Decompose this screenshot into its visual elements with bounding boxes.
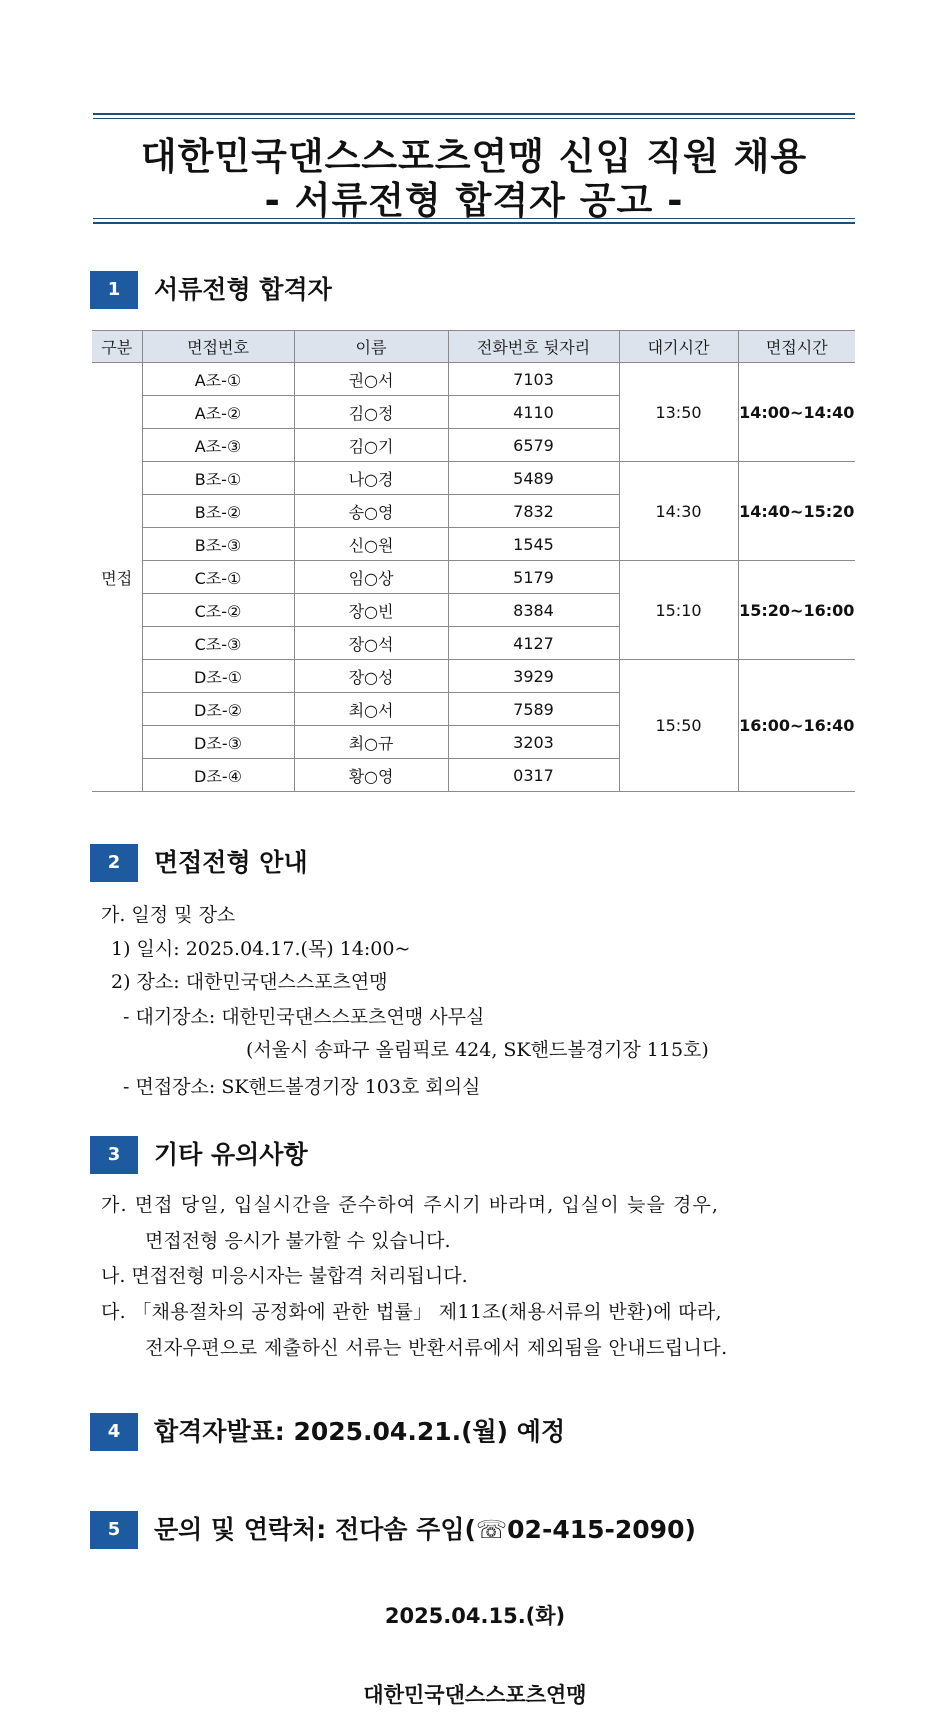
interview-id-cell: D조-③ — [142, 726, 294, 759]
phone-cell: 7103 — [448, 363, 619, 396]
section-title: 면접전형 안내 — [154, 848, 308, 877]
name-cell: 김○정 — [294, 396, 448, 429]
section-number-badge: 1 — [90, 271, 138, 309]
section-number-badge: 4 — [90, 1413, 138, 1451]
interview-id-cell: A조-① — [142, 363, 294, 396]
title-block — [93, 113, 855, 225]
column-header: 면접시간 — [738, 331, 855, 363]
interview-id-cell: D조-② — [142, 693, 294, 726]
column-header: 면접번호 — [142, 331, 294, 363]
section-title: 기타 유의사항 — [154, 1140, 308, 1169]
notice-item-continued: 면접전형 응시가 불가할 수 있습니다. — [145, 1230, 451, 1252]
page-title: 대한민국댄스스포츠연맹 신입 직원 채용 — [140, 135, 808, 178]
notice-item: 나. 면접전형 미응시자는 불합격 처리됩니다. — [101, 1265, 468, 1287]
interview-time-cell: 14:40~15:20 — [738, 462, 855, 561]
wait-time-cell: 15:10 — [619, 561, 738, 660]
interview-time-cell: 15:20~16:00 — [738, 561, 855, 660]
wait-time-cell: 14:30 — [619, 462, 738, 561]
phone-cell: 0317 — [448, 759, 619, 792]
waiting-room-address: (서울시 송파구 올림픽로 424, SK핸드볼경기장 115호) — [246, 1039, 709, 1061]
interview-id-cell: A조-② — [142, 396, 294, 429]
interview-id-cell: C조-③ — [142, 627, 294, 660]
interview-id-cell: A조-③ — [142, 429, 294, 462]
section-number-badge: 3 — [90, 1136, 138, 1174]
name-cell: 장○성 — [294, 660, 448, 693]
phone-cell: 6579 — [448, 429, 619, 462]
column-header: 전화번호 뒷자리 — [448, 331, 619, 363]
section-title: 서류전형 합격자 — [154, 275, 332, 304]
table-row — [92, 660, 855, 693]
column-header: 대기시간 — [619, 331, 738, 363]
phone-cell: 5489 — [448, 462, 619, 495]
interview-date: 1) 일시: 2025.04.17.(목) 14:00~ — [111, 938, 411, 960]
category-cell: 면접 — [92, 363, 142, 792]
table-header-row — [92, 331, 855, 363]
name-cell: 신○원 — [294, 528, 448, 561]
notice-item: 다. 「채용절차의 공정화에 관한 법률」 제11조(채용서류의 반환)에 따라, — [101, 1301, 722, 1323]
interview-id-cell: C조-② — [142, 594, 294, 627]
announcement-date: 합격자발표: 2025.04.21.(월) 예정 — [154, 1417, 566, 1446]
interview-time-cell: 14:00~14:40 — [738, 363, 855, 462]
name-cell: 송○영 — [294, 495, 448, 528]
phone-cell: 7589 — [448, 693, 619, 726]
title-rule — [93, 113, 855, 115]
name-cell: 권○서 — [294, 363, 448, 396]
wait-time-cell: 15:50 — [619, 660, 738, 792]
notice-item-continued: 전자우편으로 제출하신 서류는 반환서류에서 제외됨을 안내드립니다. — [145, 1337, 728, 1359]
interview-id-cell: B조-③ — [142, 528, 294, 561]
interview-time-cell: 16:00~16:40 — [738, 660, 855, 792]
interview-id-cell: C조-① — [142, 561, 294, 594]
phone-cell: 5179 — [448, 561, 619, 594]
title-rule — [93, 118, 855, 119]
contact-info: 문의 및 연락처: 전다솜 주임(☏02-415-2090) — [154, 1515, 696, 1544]
name-cell: 최○규 — [294, 726, 448, 759]
phone-cell: 4110 — [448, 396, 619, 429]
column-header: 구분 — [92, 331, 142, 363]
table-row — [92, 561, 855, 594]
title-rule — [93, 222, 855, 224]
name-cell: 장○빈 — [294, 594, 448, 627]
wait-time-cell: 13:50 — [619, 363, 738, 462]
phone-cell: 1545 — [448, 528, 619, 561]
table-row — [92, 363, 855, 396]
page-subtitle: - 서류전형 합격자 공고 - — [264, 179, 684, 222]
interview-venue: 2) 장소: 대한민국댄스스포츠연맹 — [111, 971, 388, 993]
name-cell: 장○석 — [294, 627, 448, 660]
organization-name: 대한민국댄스스포츠연맹 — [363, 1683, 587, 1707]
schedule-heading: 가. 일정 및 장소 — [101, 904, 236, 926]
phone-cell: 4127 — [448, 627, 619, 660]
column-header: 이름 — [294, 331, 448, 363]
phone-cell: 3929 — [448, 660, 619, 693]
name-cell: 김○기 — [294, 429, 448, 462]
interview-id-cell: D조-① — [142, 660, 294, 693]
phone-cell: 8384 — [448, 594, 619, 627]
phone-cell: 7832 — [448, 495, 619, 528]
table-row — [92, 462, 855, 495]
name-cell: 황○영 — [294, 759, 448, 792]
title-rule — [93, 218, 855, 219]
interview-id-cell: B조-① — [142, 462, 294, 495]
name-cell: 최○서 — [294, 693, 448, 726]
document-date: 2025.04.15.(화) — [384, 1604, 566, 1628]
name-cell: 임○상 — [294, 561, 448, 594]
section-number-badge: 5 — [90, 1511, 138, 1549]
name-cell: 나○경 — [294, 462, 448, 495]
section-number-badge: 2 — [90, 844, 138, 882]
interview-id-cell: B조-② — [142, 495, 294, 528]
interview-id-cell: D조-④ — [142, 759, 294, 792]
waiting-room: - 대기장소: 대한민국댄스스포츠연맹 사무실 — [123, 1006, 485, 1028]
interview-room: - 면접장소: SK핸드볼경기장 103호 회의실 — [123, 1076, 481, 1098]
notice-item: 가. 면접 당일, 입실시간을 준수하여 주시기 바라며, 입실이 늦을 경우, — [101, 1194, 720, 1216]
results-table — [92, 330, 855, 792]
phone-cell: 3203 — [448, 726, 619, 759]
